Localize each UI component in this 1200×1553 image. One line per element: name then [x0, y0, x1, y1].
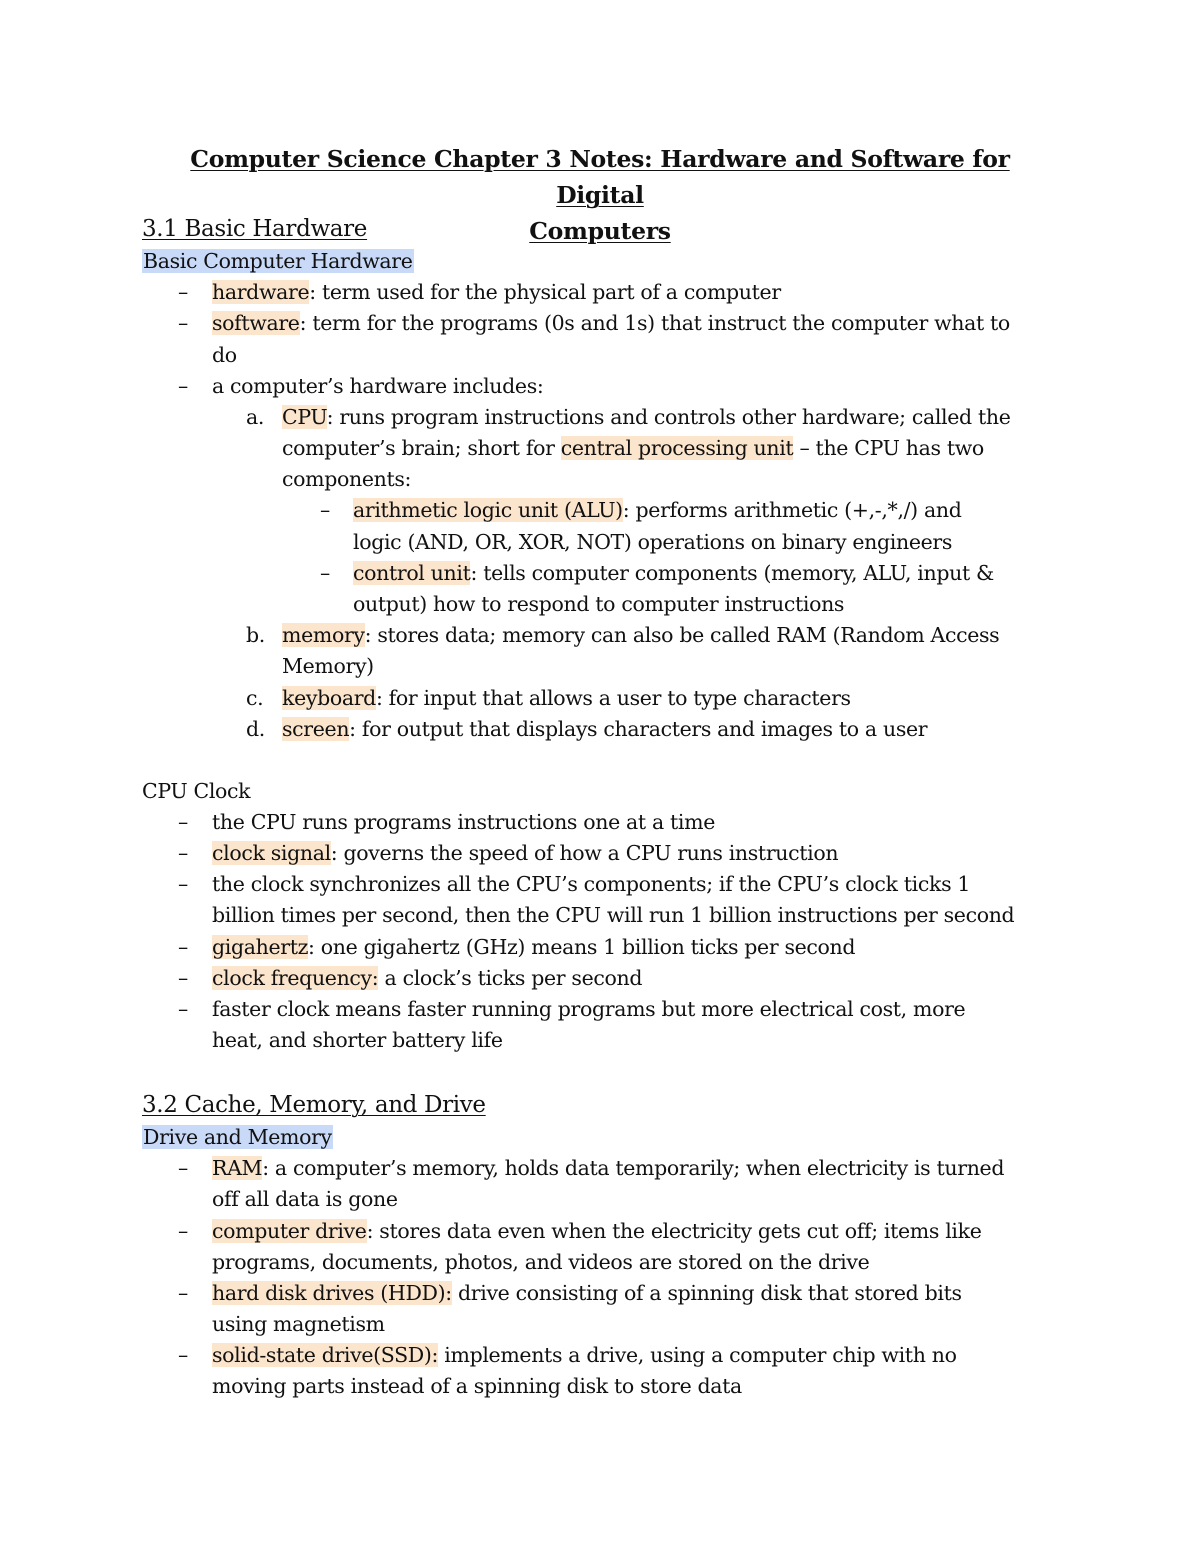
list-marker-c: c. [246, 686, 264, 710]
section-heading-3-2: 3.2 Cache, Memory, and Drive [142, 1092, 486, 1118]
bullet-marker: – [178, 810, 188, 834]
bullet-marker: – [178, 374, 188, 398]
list-item-faster-clock: faster clock means faster running programs but more electrical cost, more [212, 997, 966, 1021]
title-line-1: Computer Science Chapter 3 Notes: Hardware and Software for Digital [190, 145, 1010, 209]
list-item-cpu-runs: the CPU runs programs instructions one at a time [212, 810, 715, 834]
subheading-drive-and-memory: Drive and Memory [143, 1125, 332, 1149]
list-marker-a: a. [246, 405, 265, 429]
list-item-ssd: solid-state drive(SSD): implements a drive, using a computer chip with no [212, 1343, 957, 1367]
bullet-marker: – [320, 498, 330, 522]
list-item-software: software: term for the programs (0s and 1s) that instruct the computer what to [212, 311, 1010, 335]
list-item-clock-sync-cont: billion times per second, then the CPU will run 1 billion instructions per second [212, 903, 1015, 927]
bullet-marker: – [178, 935, 188, 959]
list-item-clock-frequency: clock frequency: a clock’s ticks per second [212, 966, 643, 990]
bullet-marker: – [178, 997, 188, 1021]
bullet-marker: – [178, 1343, 188, 1367]
list-item-gigahertz: gigahertz: one gigahertz (GHz) means 1 billion ticks per second [212, 935, 856, 959]
list-item-ram: RAM: a computer’s memory, holds data temporarily; when electricity is turned [212, 1156, 1005, 1180]
bullet-marker: – [178, 966, 188, 990]
list-item-screen: screen: for output that displays characters and images to a user [282, 717, 928, 741]
list-item-includes: a computer’s hardware includes: [212, 374, 544, 398]
list-item-faster-clock-cont: heat, and shorter battery life [212, 1028, 503, 1052]
bullet-marker: – [178, 311, 188, 335]
list-item-hardware: hardware: term used for the physical part of a computer [212, 280, 781, 304]
list-item-keyboard: keyboard: for input that allows a user to type characters [282, 686, 851, 710]
bullet-marker: – [178, 841, 188, 865]
list-item-computer-drive: computer drive: stores data even when the electricity gets cut off; items like [212, 1219, 982, 1243]
bullet-marker: – [178, 280, 188, 304]
bullet-marker: – [178, 1156, 188, 1180]
list-item-control-unit: control unit: tells computer components (memory, ALU, input & [353, 561, 994, 585]
list-item-clock-signal: clock signal: governs the speed of how a CPU runs instruction [212, 841, 839, 865]
list-item-hdd: hard disk drives (HDD): drive consisting of a spinning disk that stored bits [212, 1281, 962, 1305]
list-item-ram-cont: off all data is gone [212, 1187, 398, 1211]
list-item-cpu-cont-2: components: [282, 467, 412, 491]
subheading-cpu-clock: CPU Clock [142, 779, 251, 803]
list-item-computer-drive-cont: programs, documents, photos, and videos are stored on the drive [212, 1250, 870, 1274]
list-item-alu-cont: logic (AND, OR, XOR, NOT) operations on binary engineers [353, 530, 953, 554]
title-line-2: Computers [529, 217, 671, 245]
list-item-cpu: CPU: runs program instructions and controls other hardware; called the [282, 405, 1011, 429]
list-item-clock-sync: the clock synchronizes all the CPU’s components; if the CPU’s clock ticks 1 [212, 872, 971, 896]
list-marker-d: d. [246, 717, 265, 741]
list-item-cpu-cont: computer’s brain; short for central processing unit – the CPU has two [282, 436, 984, 460]
list-item-control-unit-cont: output) how to respond to computer instructions [353, 592, 845, 616]
list-item-hdd-cont: using magnetism [212, 1312, 385, 1336]
list-item-ssd-cont: moving parts instead of a spinning disk to store data [212, 1374, 742, 1398]
section-heading-3-1: 3.1 Basic Hardware [142, 216, 368, 242]
bullet-marker: – [178, 1219, 188, 1243]
list-marker-b: b. [246, 623, 265, 647]
list-item-memory: memory: stores data; memory can also be called RAM (Random Access [282, 623, 1000, 647]
list-item-alu: arithmetic logic unit (ALU): performs arithmetic (+,-,*,/) and [353, 498, 962, 522]
list-item-memory-cont: Memory) [282, 654, 374, 678]
bullet-marker: – [320, 561, 330, 585]
bullet-marker: – [178, 872, 188, 896]
bullet-marker: – [178, 1281, 188, 1305]
list-item-software-cont: do [212, 343, 237, 367]
subheading-basic-computer-hardware: Basic Computer Hardware [143, 249, 413, 273]
